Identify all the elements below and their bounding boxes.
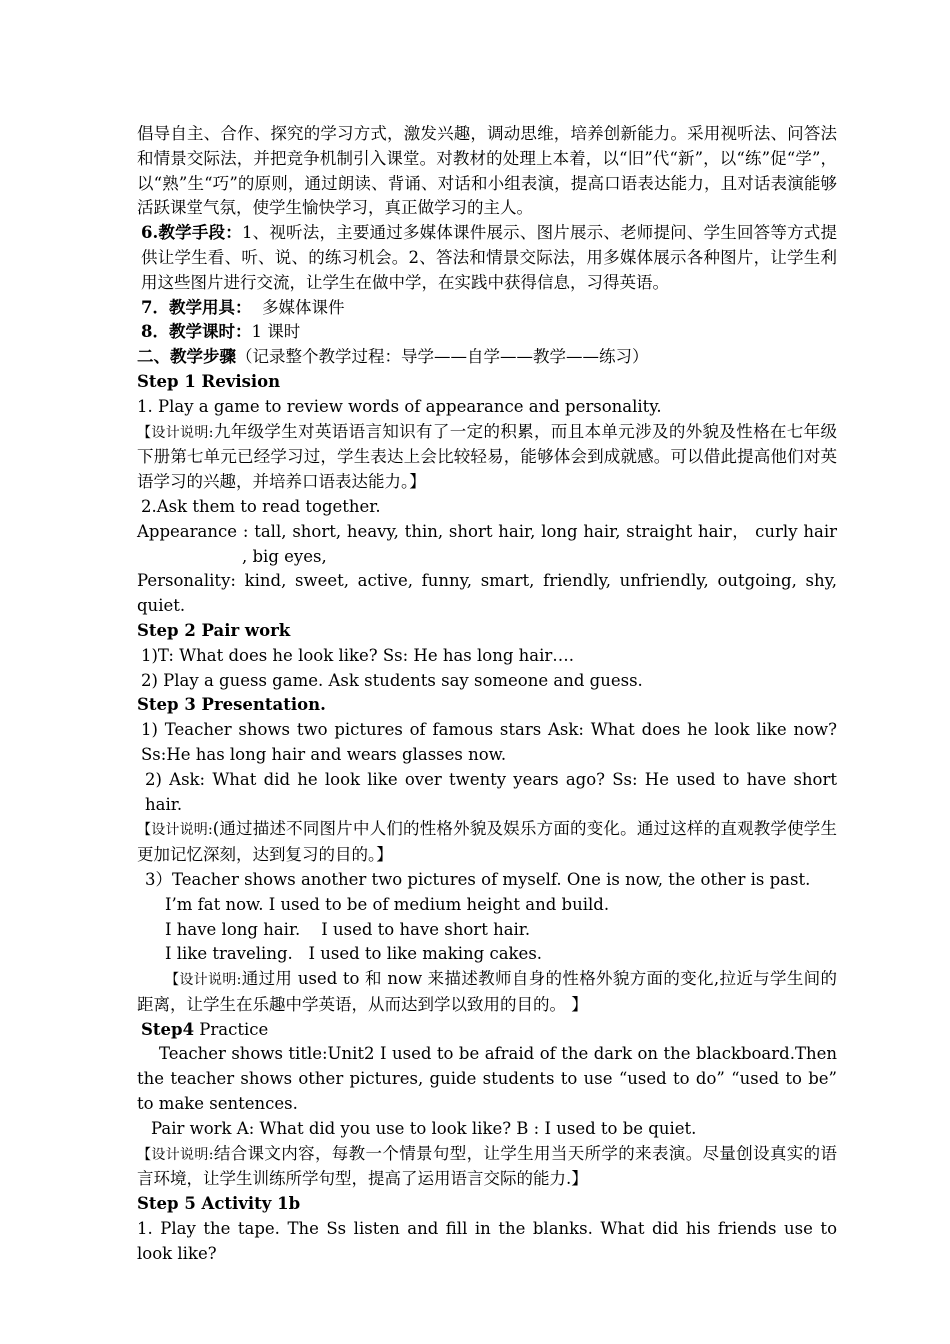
personality-words: Personality: kind, sweet, active, funny, smart, friendly, unfriendly, outgoing, shy, quiet. [137, 571, 837, 616]
step-1-line-1: 1. Play a game to review words of appearance and personality. [137, 396, 662, 416]
step-4-title-rest: Practice [194, 1019, 269, 1039]
design-note-text: 九年级学生对英语语言知识有了一定的积累，而且本单元涉及的外貌及性格在七年级下册第七单元已经学习过，学生表达上会比较轻易，能够体会到成就感。可以借此提高他们对英语学习的兴趣，并培养口语表达能力。】 [137, 421, 838, 492]
design-note-text: 通过用 used to 和 now 来描述教师自身的性格外貌方面的变化,拉近与学生间的距离，让学生在乐趣中学英语，从而达到学以致用的目的。 】 [137, 969, 838, 1014]
step-4-title [137, 1018, 837, 1043]
step-3-sub-3: I like traveling. I used to like making cakes. [165, 944, 543, 964]
item-6-label: 6.教学手段： [141, 223, 242, 243]
step-2-line-1: 1)T: What does he look like? Ss: He has long hair…. [141, 645, 575, 665]
step-3-note-2 [137, 967, 837, 1018]
item-7-label: 7．教学用具： [141, 297, 252, 317]
method-paragraph: 倡导自主、合作、探究的学习方式，激发兴趣，调动思维，培养创新能力。采用视听法、问答法和情景交际法，并把竞争机制引入课堂。对教材的处理上本着，以“旧”代“新”，以“练”促“学”，以“熟”生“巧”的原则，通过朗读、背诵、对话和小组表演，提高口语表达能力，且对话表演能够活跃课堂气氛，使学生愉快学习，真正做学习的主人。 [137, 124, 837, 218]
design-note-tag: 【设计说明: [137, 424, 214, 441]
item-6 [137, 221, 837, 295]
step-1-title: Step 1 Revision [137, 371, 281, 391]
step-3-sub-1: I’m fat now. I used to be of medium height and build. [165, 894, 610, 914]
design-note-tag: 【设计说明: [137, 1146, 214, 1163]
step-3-title: Step 3 Presentation. [137, 695, 326, 715]
item-8-label: 8．教学课时： [141, 322, 252, 342]
section-2-heading [137, 345, 837, 370]
step-5-title: Step 5 Activity 1b [137, 1194, 301, 1214]
step-2-title: Step 2 Pair work [137, 620, 291, 640]
section-2-text: （记录整个教学过程：导学——自学——教学——练习） [236, 347, 649, 367]
appearance-words: Appearance : tall, short, heavy, thin, short hair, long hair, straight hair， curly hair , big eyes, [137, 521, 837, 566]
step-1-line-2: 2.Ask them to read together. [141, 496, 381, 516]
step-4-title-bold: Step4 [141, 1019, 195, 1039]
design-note-tag: 【设计说明: [165, 972, 242, 989]
step-4-note [137, 1142, 837, 1193]
design-note-text: (通过描述不同图片中人们的性格外貌及娱乐方面的变化。通过这样的直观教学使学生更加记忆深刻，达到复习的目的。】 [137, 819, 838, 865]
item-8 [137, 320, 837, 345]
step-3-line-3: 3）Teacher shows another two pictures of myself. One is now, the other is past. [145, 869, 811, 889]
step-3-line-1: 1) Teacher shows two pictures of famous stars Ask: What does he look like now? Ss:He has long hair and wears glasses now. [141, 720, 837, 764]
step-1-note [137, 420, 837, 495]
item-8-text: 1 课时 [251, 322, 301, 342]
step-3-sub-2: I have long hair. I used to have short hair. [165, 919, 531, 939]
step-3-note-1 [137, 817, 837, 868]
document-page [137, 122, 837, 1267]
item-7-text: 多媒体课件 [261, 297, 345, 317]
item-7 [137, 296, 837, 321]
section-2-label: 二、教学步骤 [137, 347, 236, 367]
step-4-paragraph: Teacher shows title:Unit2 I used to be afraid of the dark on the blackboard.Then the teacher shows other pictures, guide students to use “used to do” “used to be” to make sentences. [137, 1044, 837, 1114]
step-4-pair-work: Pair work A: What did you use to look like? B : I used to be quiet. [151, 1118, 697, 1138]
step-5-line-1: 1. Play the tape. The Ss listen and fill in the blanks. What did his friends use to look like? [137, 1219, 837, 1263]
design-note-text: 结合课文内容，每教一个情景句型，让学生用当天所学的来表演。尽量创设真实的语言环境，让学生训练所学句型，提高了运用语言交际的能力.】 [137, 1143, 838, 1189]
design-note-tag: 【设计说明: [137, 822, 213, 839]
step-2-line-2: 2) Play a guess game. Ask students say someone and guess. [141, 670, 643, 690]
item-6-text: 1、视听法，主要通过多媒体课件展示、图片展示、老师提问、学生回答等方式提供让学生看、听、说、的练习机会。2、答法和情景交际法，用多媒体展示各种图片，让学生利用这些图片进行交流，让学生在做中学，在实践中获得信息，习得英语。 [141, 223, 837, 292]
step-3-line-2: 2) Ask: What did he look like over twenty years ago? Ss: He used to have short hair. [145, 769, 837, 814]
